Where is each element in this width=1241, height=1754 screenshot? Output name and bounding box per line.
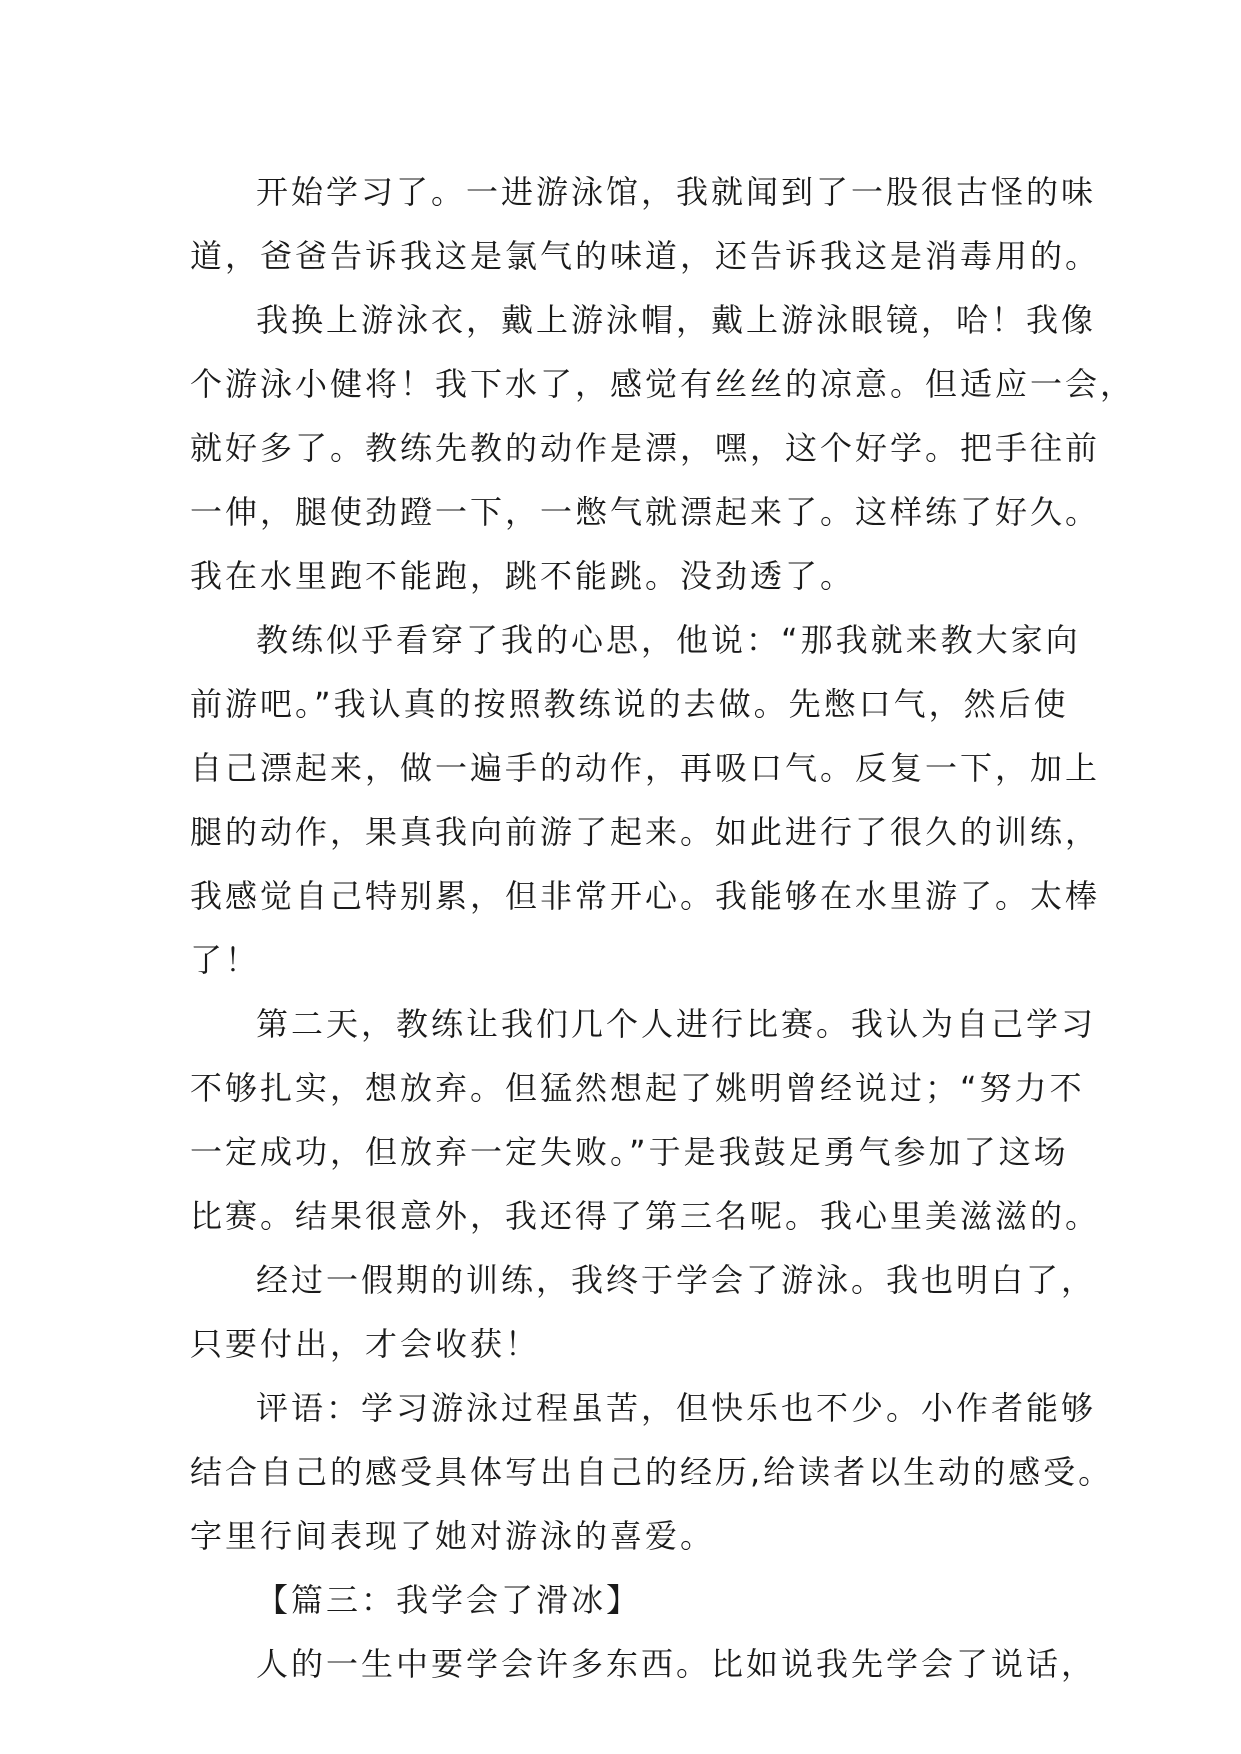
text-line: 我换上游泳衣，戴上游泳帽，戴上游泳眼镜，哈！我像: [256, 301, 1097, 339]
text-line: 就好多了。教练先教的动作是漂，嘿，这个好学。把手往前: [190, 429, 1101, 467]
text-line: 开始学习了。一进游泳馆，我就闻到了一股很古怪的味: [256, 173, 1097, 211]
text-line: 我在水里跑不能跑，跳不能跳。没劲透了。: [190, 557, 856, 595]
text-line: 个游泳小健将！我下水了，感觉有丝丝的凉意。但适应一会，: [190, 365, 1136, 403]
text-line: 前游吧。”我认真的按照教练说的去做。先憋口气，然后使: [190, 685, 1069, 723]
text-line: 结合自己的感受具体写出自己的经历,给读者以生动的感受。: [190, 1453, 1114, 1491]
text-line: 我感觉自己特别累，但非常开心。我能够在水里游了。太棒: [190, 877, 1101, 915]
text-line: 腿的动作，果真我向前游了起来。如此进行了很久的训练，: [190, 813, 1101, 851]
text-line: 评语：学习游泳过程虽苦，但快乐也不少。小作者能够: [256, 1389, 1097, 1427]
text-line: 字里行间表现了她对游泳的喜爱。: [190, 1517, 716, 1555]
text-line: 自己漂起来，做一遍手的动作，再吸口气。反复一下，加上: [190, 749, 1101, 787]
text-line: 比赛。结果很意外，我还得了第三名呢。我心里美滋滋的。: [190, 1197, 1101, 1235]
text-line: 第二天，教练让我们几个人进行比赛。我认为自己学习: [256, 1005, 1097, 1043]
text-line: 不够扎实，想放弃。但猛然想起了姚明曾经说过；“努力不: [190, 1069, 1085, 1107]
section-heading: 【篇三：我学会了滑冰】: [256, 1581, 642, 1619]
text-line: 人的一生中要学会许多东西。比如说我先学会了说话，: [256, 1645, 1097, 1683]
text-line: 只要付出，才会收获！: [190, 1325, 541, 1363]
text-line: 经过一假期的训练，我终于学会了游泳。我也明白了，: [256, 1261, 1097, 1299]
text-line: 一定成功，但放弃一定失败。”于是我鼓足勇气参加了这场: [190, 1133, 1069, 1171]
text-line: 道，爸爸告诉我这是氯气的味道，还告诉我这是消毒用的。: [190, 237, 1101, 275]
text-line: 一伸，腿使劲蹬一下，一憋气就漂起来了。这样练了好久。: [190, 493, 1101, 531]
text-line: 教练似乎看穿了我的心思，他说：“那我就来教大家向: [256, 621, 1081, 659]
text-line: 了！: [190, 941, 261, 979]
body-text: [190, 160, 1136, 1696]
